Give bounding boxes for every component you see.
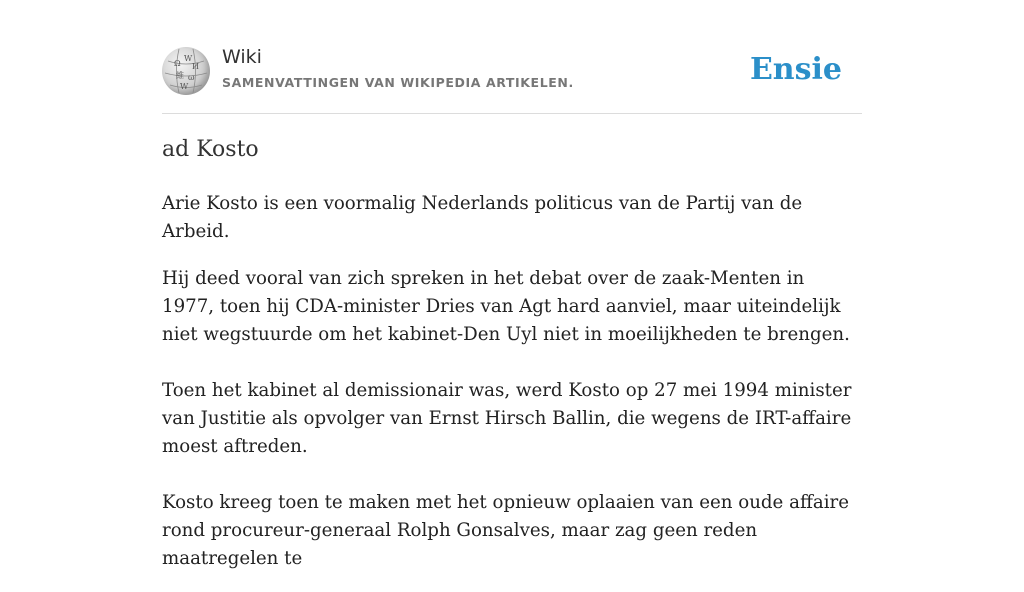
svg-text:W: W [184,54,193,63]
svg-text:W: W [180,82,189,91]
ensie-brand-logo[interactable]: Ensie [749,52,842,87]
article-paragraph: Arie Kosto is een voormalig Nederlands politicus van de Partij van de Arbeid. [162,193,803,242]
article-paragraph: Kosto kreeg toen te maken met het opnieuw oplaaien van een oude affaire rond procureur-generaal Rolph Gonsalves, maar zag geen reden maatregelen te [162,492,849,569]
svg-text:ω: ω [188,73,195,82]
site-header [162,44,862,114]
svg-text:維: 維 [176,71,184,80]
article-paragraph: Toen het kabinet al demissionair was, werd Kosto op 27 mei 1994 minister van Justitie als opvolger van Ernst Hirsch Ballin, die wegens de IRT-affaire moest aftreden. [162,380,852,457]
article-title: ad Kosto [162,137,259,162]
site-subtitle: SAMENVATTINGEN VAN WIKIPEDIA ARTIKELEN. [222,75,574,90]
svg-text:Ω: Ω [174,59,181,68]
article-paragraph: Hij deed vooral van zich spreken in het debat over de zaak-Menten in 1977, toen hij CDA-minister Dries van Agt hard aanviel, maar uiteindelijk niet wegstuurde om het kabinet-Den Uyl niet in moeilijkheden te brengen. [162,268,850,345]
svg-text:И: И [192,62,199,71]
article-body [162,190,862,592]
wikipedia-globe-icon[interactable] [162,47,210,95]
site-title[interactable]: Wiki [222,46,262,68]
